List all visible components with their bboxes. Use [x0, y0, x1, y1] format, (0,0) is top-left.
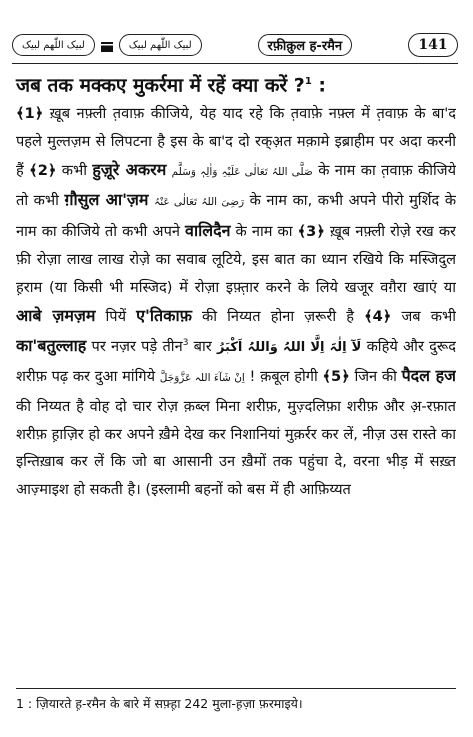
text-run: के नाम का त़वाफ़ कीजिये तो कभी	[16, 161, 456, 210]
text-run: की निय्यत होना ज़रूरी है	[191, 307, 365, 325]
text-run: पर नज़र पड़े तीन	[86, 338, 183, 356]
point-marker: ﴾2﴿	[29, 161, 57, 179]
arabic-salutation: صَلَّی اللہُ تَعَالٰی عَلَیْہِ وَاٰلِہٖ وَسَلَّم	[171, 165, 313, 178]
footnote: 1 : ज़ियारते ह़-रमैन के बारे में सफ़्ह़ा 242 मुला-ह़ज़ा फ़रमाइये।	[16, 696, 303, 711]
labbaik-text: لبیک اللّٰھم لبیک	[128, 39, 192, 51]
point-marker: ﴾4﴿	[364, 307, 392, 325]
labbaik-badge-left	[12, 34, 95, 56]
footnote-divider	[16, 688, 456, 689]
text-run: पियें	[95, 307, 137, 325]
page-number: 141	[408, 33, 458, 57]
heading-suffix: :	[311, 74, 327, 97]
point-marker: ﴾1﴿	[16, 105, 44, 122]
labbaik-badge-right	[119, 34, 202, 56]
bold-phrase: आबे ज़मज़म	[16, 305, 96, 325]
text-run: कभी	[56, 161, 93, 179]
kaaba-icon	[99, 37, 115, 53]
text-run: ! क़बूल होगी	[244, 368, 323, 386]
header-divider	[12, 63, 458, 64]
page-header	[12, 32, 458, 58]
text-run: जब कभी	[391, 307, 456, 325]
bold-phrase: ए'तिकाफ़	[136, 305, 192, 325]
text-run: कहिये और दुरूद शरीफ़ पढ़ कर दुआ मांगिये	[16, 338, 456, 386]
text-run: की निय्यत है वोह दो चार रोज़ क़ब्ल मिना शरीफ़, मुज़्दलिफ़ा शरीफ़ और अ़-रफ़ात शरीफ़ ह़ाज़िर हो कर अपने ख़ैमे देख कर निशानियां मुक़र्रर कर लें, नीज़ उस रास्ते का इन्तिख़ाब कर लें कि जो बा आसानी उन ख़ैमों तक पहुंचा दे, वरना भीड़ में सख़्त आज़्माइश हो सकती है। (इस्लामी बहनों को बस में ही आफ़िय्यत	[16, 397, 456, 499]
bold-phrase: पैदल हज	[401, 366, 456, 386]
arabic-inshallah: اِنْ شَآءَ اللہ عَزَّوَجَلَّ	[159, 372, 245, 385]
text-run: के नाम का, कभी अपने पीरो मुर्शिद के नाम का कीजिये तो कभी अपने	[16, 192, 456, 241]
bold-phrase: ग़ौसुल आ'ज़म	[64, 190, 149, 210]
heading-text: जब तक मक्कए मुकर्रमा में रहें क्या करें ?	[16, 74, 305, 97]
main-text	[16, 100, 456, 678]
text-run: के नाम का	[230, 223, 298, 241]
bold-phrase: हुज़ूरे अकरम	[92, 159, 167, 179]
arabic-salutation: رَضِیَ اللہُ تَعَالٰی عَنْہُ	[154, 196, 245, 209]
book-title-text: रफ़ीक़ुल ह-रमैन	[267, 39, 343, 54]
superscript: 3	[182, 338, 189, 349]
bold-phrase: वालिदैन	[185, 221, 231, 241]
book-title	[258, 34, 353, 56]
text-run: बार	[188, 338, 217, 356]
bold-phrase: का'बतुल्लाह	[16, 336, 87, 356]
point-marker: ﴾5﴿	[322, 368, 350, 386]
arabic-kalima: لَآ اِلٰہَ اِلَّا اللہُ وَاللہُ اَکْبَرُ	[216, 340, 362, 356]
section-heading	[16, 66, 456, 101]
text-run: जिन की	[349, 368, 402, 386]
header-badges	[12, 34, 202, 56]
labbaik-text: لبیک اللّٰھم لبیک	[22, 39, 85, 51]
footnote-ref: 1	[304, 76, 312, 87]
text-run: ख़ूब नफ़्ली त़वाफ़ कीजिये, येह याद रहे कि त़वाफ़े नफ़्ल में त़वाफ़ के बा'द पहले मुल्तज़म से लिपटना है इस के बा'द दो रक्अ़त मक़ामे इब्राहीम पर अदा करनी हैं	[16, 105, 456, 179]
text-run: ख़ूब नफ़्ली रोज़े रख कर फ़ी रोज़ा लाख लाख रोज़े का सवाब लूटिये, इस बात का ध्यान रखिये कि मस्जिदुल ह़राम (या किसी भी मस्जिद) में रोज़ा इफ़्त़ार करने के लिये खजूर वग़ैरा खाएं या	[16, 223, 456, 296]
point-marker: ﴾3﴿	[297, 223, 325, 241]
